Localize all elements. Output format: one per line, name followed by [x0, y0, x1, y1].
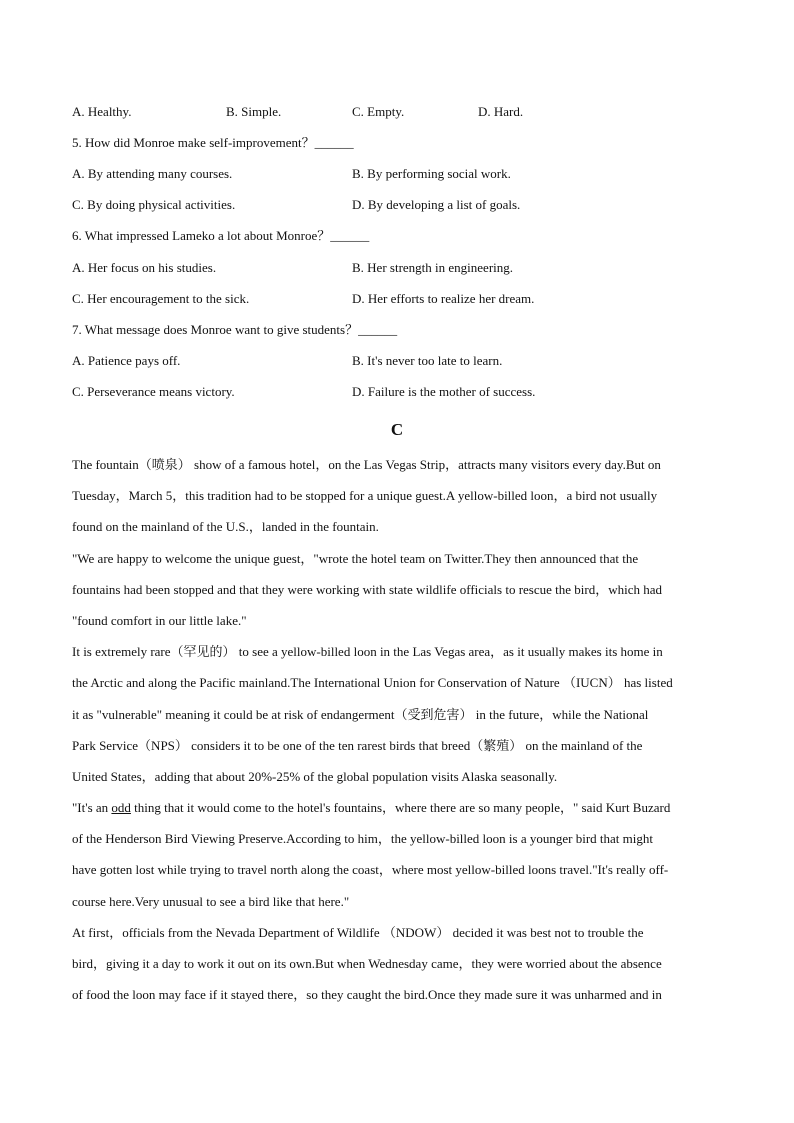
q6-option-c[interactable]: C. Her encouragement to the sick.: [72, 291, 250, 306]
passage-line: the Arctic and along the Pacific mainland.The International Union for Conservation of Nature （IUCN） has listed: [72, 675, 673, 691]
passage-line: fountains had been stopped and that they were working with state wildlife officials to rescue the bird，which had: [72, 581, 663, 597]
q6-stem: 6. What impressed Lameko a lot about Monroe？______: [72, 228, 370, 243]
q4-option-d[interactable]: D. Hard.: [478, 104, 524, 119]
q5-option-a[interactable]: A. By attending many courses.: [72, 166, 233, 181]
q7-stem: 7. What message does Monroe want to give students？______: [72, 322, 398, 337]
q5-option-b[interactable]: B. By performing social work.: [352, 166, 511, 181]
passage-line: "found comfort in our little lake.": [72, 612, 247, 628]
passage-line: The fountain（喷泉） show of a famous hotel，on the Las Vegas Strip，attracts many visitors every day.But on: [72, 457, 661, 472]
q7-option-a[interactable]: A. Patience pays off.: [72, 353, 181, 368]
passage-line: bird，giving it a day to work it out on its own.But when Wednesday came，they were worried about the absence: [72, 956, 662, 971]
passage-line: It is extremely rare（罕见的） to see a yellow-billed loon in the Las Vegas area，as it usually makes its home in: [72, 644, 663, 660]
underlined-word: odd: [111, 800, 131, 816]
q4-option-c[interactable]: C. Empty.: [352, 104, 405, 119]
q7-option-d[interactable]: D. Failure is the mother of success.: [352, 384, 536, 399]
passage-line: United States，adding that about 20%-25% of the global population visits Alaska seasonally.: [72, 768, 558, 784]
q4-option-a[interactable]: A. Healthy.: [72, 104, 132, 119]
passage-line: it as "vulnerable" meaning it could be at risk of endangerment（受到危害） in the future，while the National: [72, 706, 649, 722]
passage-line: of food the loon may face if it stayed there，so they caught the bird.Once they made sure it was unharmed and in: [72, 987, 662, 1003]
passage: [72, 457, 720, 1018]
q6-option-b[interactable]: B. Her strength in engineering.: [352, 260, 514, 275]
passage-line: Tuesday，March 5，this tradition had to be stopped for a unique guest.A yellow-billed loon，a bird not usually: [72, 488, 658, 504]
passage-line: At first，officials from the Nevada Department of Wildlife （NDOW） decided it was best not to trouble the: [72, 924, 644, 940]
passage-line: course here.Very unusual to see a bird like that here.": [72, 893, 350, 909]
q5-stem: 5. How did Monroe make self-improvement？______: [72, 135, 354, 150]
q5-option-c[interactable]: C. By doing physical activities.: [72, 197, 236, 212]
passage-line: have gotten lost while trying to travel north along the coast，where most yellow-billed loons travel."It's really off-: [72, 862, 669, 878]
q6-option-d[interactable]: D. Her efforts to realize her dream.: [352, 291, 535, 306]
passage-line: "We are happy to welcome the unique guest，"wrote the hotel team on Twitter.They then announced that the: [72, 550, 639, 566]
passage-line: Park Service（NPS） considers it to be one of the ten rarest birds that breed（繁殖） on the mainland of the: [72, 737, 643, 753]
passage-line: of the Henderson Bird Viewing Preserve.According to him，the yellow-billed loon is a younger bird that might: [72, 831, 653, 847]
passage-line-odd: "It's an odd thing that it would come to the hotel's fountains，where there are so many people，" said Kurt Buzard: [72, 800, 671, 816]
q7-option-b[interactable]: B. It's never too late to learn.: [352, 353, 503, 368]
section-title: C: [390, 420, 404, 439]
q7-option-c[interactable]: C. Perseverance means victory.: [72, 384, 235, 399]
q4-option-b[interactable]: B. Simple.: [226, 104, 282, 119]
q5-option-d[interactable]: D. By developing a list of goals.: [352, 197, 521, 212]
q6-option-a[interactable]: A. Her focus on his studies.: [72, 260, 217, 275]
passage-line: found on the mainland of the U.S.，landed in the fountain.: [72, 519, 379, 535]
